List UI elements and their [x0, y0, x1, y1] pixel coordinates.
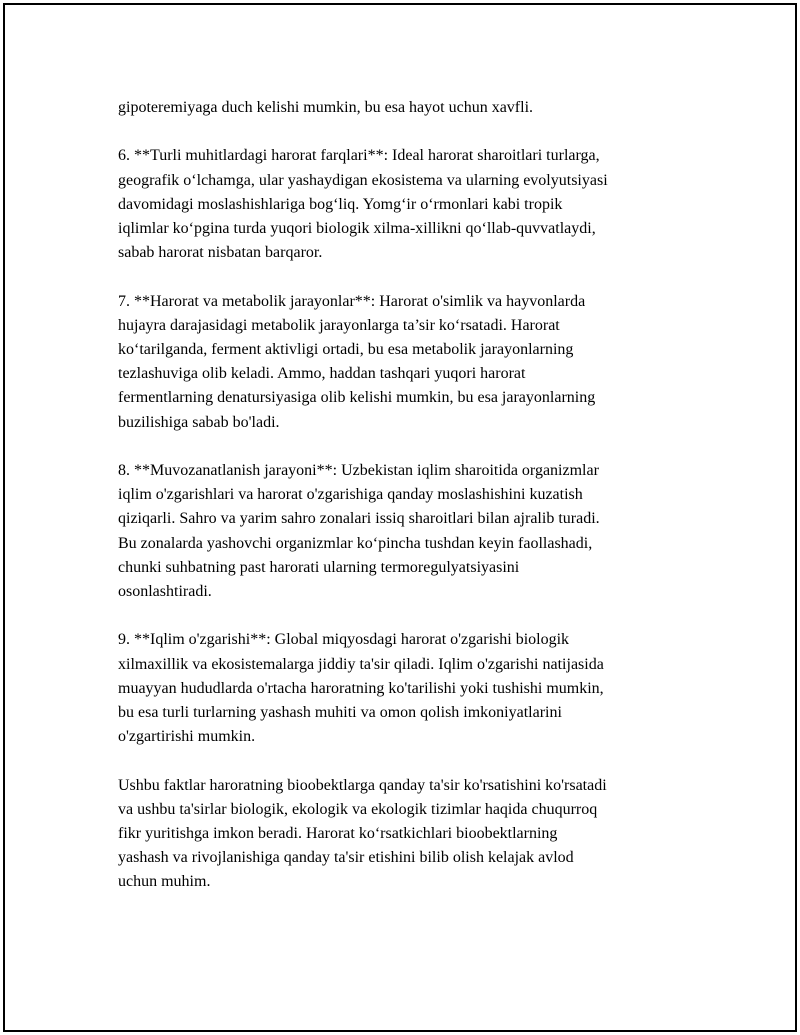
paragraph-conclusion: Ushbu faktlar haroratning bioobektlarga qanday ta'sir ko'rsatishini ko'rsatadi va ushbu ta'sirlar biologik, ekologik va ekologik tizimlar haqida chuqurroq fikr yuritishga imkon beradi. Harorat koʻrsatkichlari bioobektlarning yashash va rivojlanishiga qanday ta'sir etishini bilib olish kelajak avlod uchun muhim.	[118, 776, 607, 891]
document-page	[3, 3, 797, 1032]
paragraph-item-8: 8. **Muvozanatlanish jarayoni**: Uzbekistan iqlim sharoitida organizmlar iqlim o'zgarishlari va harorat o'zgarishiga qanday moslashishini kuzatish qiziqarli. Sahro va yarim sahro zonalari issiq sharoitlari bilan ajralib turadi. Bu zonalarda yashovchi organizmlar koʻpincha tushdan keyin faollashadi, chunki suhbatning past harorati ularning termoregulyatsiyasini osonlashtiradi.	[118, 462, 600, 601]
paragraph-item-7: 7. **Harorat va metabolik jarayonlar**: Harorat o'simlik va hayvonlarda hujayra darajasidagi metabolik jarayonlarga ta’sir koʻrsatadi. Harorat koʻtarilganda, ferment aktivligi ortadi, bu esa metabolik jarayonlarning tezlashuviga olib keladi. Ammo, haddan tashqari yuqori harorat fermentlarning denatursiyasiga olib kelishi mumkin, bu esa jarayonlarning buzilishiga sabab bo'ladi.	[118, 292, 596, 431]
paragraph-item-9: 9. **Iqlim o'zgarishi**: Global miqyosdagi harorat o'zgarishi biologik xilmaxillik va ekosistemalarga jiddiy ta'sir qiladi. Iqlim o'zgarishi natijasida muayyan hududlarda o'rtacha haroratning ko'tarilishi yoki tushishi mumkin, bu esa turli turlarning yashash muhiti va omon qolish imkoniyatlarini o'zgartirishi mumkin.	[118, 631, 604, 746]
document-body	[118, 96, 698, 919]
paragraph-continuation: gipoteremiyaga duch kelishi mumkin, bu esa hayot uchun xavfli.	[118, 99, 534, 116]
paragraph-item-6: 6. **Turli muhitlardagi harorat farqlari**: Ideal harorat sharoitlari turlarga, geografik oʻlchamga, ular yashaydigan ekosistema va ularning evolyutsiyasi davomidagi moslashishlariga bogʻliq. Yomgʻir oʻrmonlari kabi tropik iqlimlar koʻpgina turda yuqori biologik xilma-xillikni qoʻllab-quvvatlaydi, sabab harorat nisbatan barqaror.	[118, 147, 608, 262]
